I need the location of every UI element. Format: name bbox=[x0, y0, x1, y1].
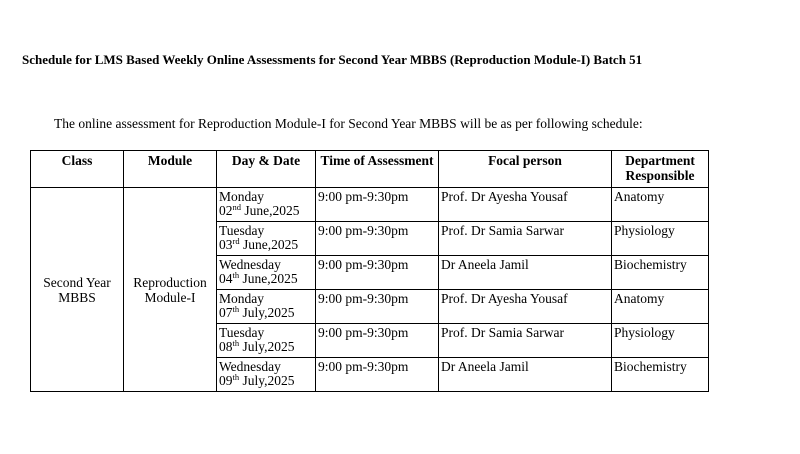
header-department: Department Responsible bbox=[612, 151, 709, 188]
header-day-date: Day & Date bbox=[217, 151, 316, 188]
department-cell: Physiology bbox=[612, 222, 709, 256]
date-text: 04th June,2025 bbox=[219, 270, 298, 286]
department-cell: Physiology bbox=[612, 324, 709, 358]
header-focal-person: Focal person bbox=[439, 151, 612, 188]
time-cell: 9:00 pm-9:30pm bbox=[316, 324, 439, 358]
day-name: Monday bbox=[219, 189, 264, 204]
day-date-cell bbox=[217, 358, 316, 392]
header-time: Time of Assessment bbox=[316, 151, 439, 188]
date-text: 07th July,2025 bbox=[219, 304, 295, 320]
day-name: Wednesday bbox=[219, 359, 281, 374]
schedule-table bbox=[30, 150, 709, 392]
day-name: Tuesday bbox=[219, 325, 265, 340]
time-cell: 9:00 pm-9:30pm bbox=[316, 188, 439, 222]
time-cell: 9:00 pm-9:30pm bbox=[316, 222, 439, 256]
day-name: Wednesday bbox=[219, 257, 281, 272]
day-date-cell bbox=[217, 290, 316, 324]
department-cell: Anatomy bbox=[612, 290, 709, 324]
department-cell: Biochemistry bbox=[612, 358, 709, 392]
focal-person-cell: Prof. Dr Samia Sarwar bbox=[439, 222, 612, 256]
date-text: 09th July,2025 bbox=[219, 372, 295, 388]
focal-person-cell: Prof. Dr Ayesha Yousaf bbox=[439, 188, 612, 222]
document-title: Schedule for LMS Based Weekly Online Assessments for Second Year MBBS (Reproduction Module-I) Batch 51 bbox=[22, 52, 643, 67]
focal-person-cell: Prof. Dr Ayesha Yousaf bbox=[439, 290, 612, 324]
department-cell: Biochemistry bbox=[612, 256, 709, 290]
header-class: Class bbox=[31, 151, 124, 188]
table-row bbox=[31, 188, 709, 222]
focal-person-cell: Dr Aneela Jamil bbox=[439, 256, 612, 290]
module-cell: Reproduction Module-I bbox=[124, 188, 217, 392]
day-date-cell bbox=[217, 188, 316, 222]
day-name: Tuesday bbox=[219, 223, 265, 238]
date-text: 02nd June,2025 bbox=[219, 202, 300, 218]
department-cell: Anatomy bbox=[612, 188, 709, 222]
day-date-cell bbox=[217, 222, 316, 256]
class-cell: Second Year MBBS bbox=[31, 188, 124, 392]
date-text: 03rd June,2025 bbox=[219, 236, 299, 252]
time-cell: 9:00 pm-9:30pm bbox=[316, 358, 439, 392]
header-module: Module bbox=[124, 151, 217, 188]
day-date-cell bbox=[217, 324, 316, 358]
intro-paragraph: The online assessment for Reproduction Module-I for Second Year MBBS will be as per following schedule: bbox=[54, 116, 643, 131]
header-row bbox=[31, 151, 709, 188]
time-cell: 9:00 pm-9:30pm bbox=[316, 290, 439, 324]
day-name: Monday bbox=[219, 291, 264, 306]
day-date-cell bbox=[217, 256, 316, 290]
focal-person-cell: Dr Aneela Jamil bbox=[439, 358, 612, 392]
focal-person-cell: Prof. Dr Samia Sarwar bbox=[439, 324, 612, 358]
time-cell: 9:00 pm-9:30pm bbox=[316, 256, 439, 290]
date-text: 08th July,2025 bbox=[219, 338, 295, 354]
